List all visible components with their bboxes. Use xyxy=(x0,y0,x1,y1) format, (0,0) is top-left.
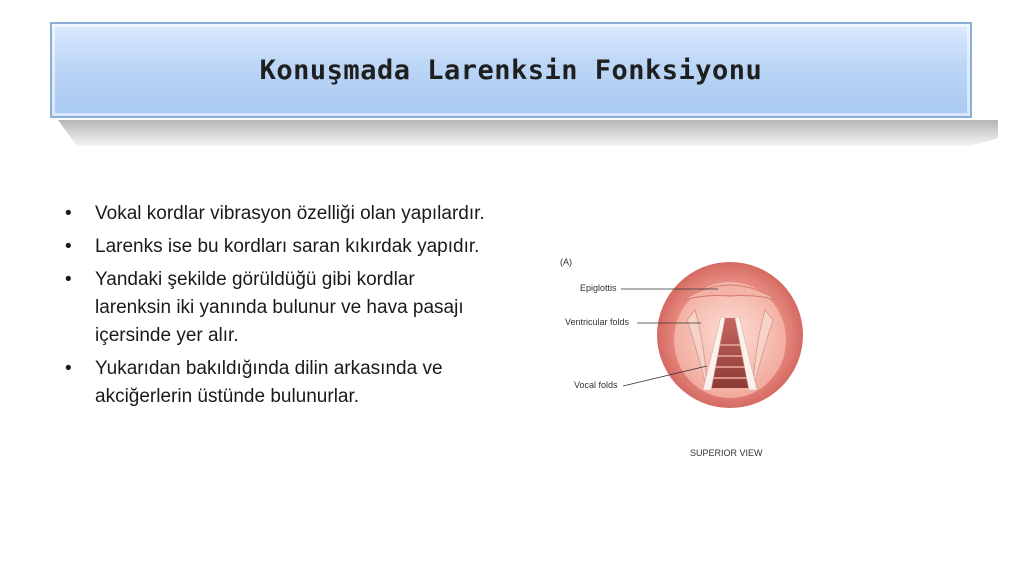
panel-label: (A) xyxy=(560,257,572,267)
bullet-item: • Yandaki şekilde görüldüğü gibi kordlar larenksin iki yanında bulunur ve hava pasajı içersinde yer alır. xyxy=(62,266,492,350)
bullet-item: • Vokal kordlar vibrasyon özelliği olan yapılardır. xyxy=(62,200,492,228)
figure-caption: SUPERIOR VIEW xyxy=(690,448,763,458)
slide-title: Konuşmada Larenksin Fonksiyonu xyxy=(259,54,763,86)
bullet-item: • Yukarıdan bakıldığında dilin arkasında ve akciğerlerin üstünde bulunurlar. xyxy=(62,355,492,411)
bullet-list xyxy=(62,200,492,416)
title-banner xyxy=(50,22,972,118)
label-ventricular-folds: Ventricular folds xyxy=(565,317,630,327)
label-epiglottis: Epiglottis xyxy=(580,283,617,293)
title-banner-shadow xyxy=(58,120,998,146)
larynx-figure xyxy=(555,250,815,465)
bullet-item: • Larenks ise bu kordları saran kıkırdak yapıdır. xyxy=(62,233,492,261)
label-vocal-folds: Vocal folds xyxy=(574,380,618,390)
